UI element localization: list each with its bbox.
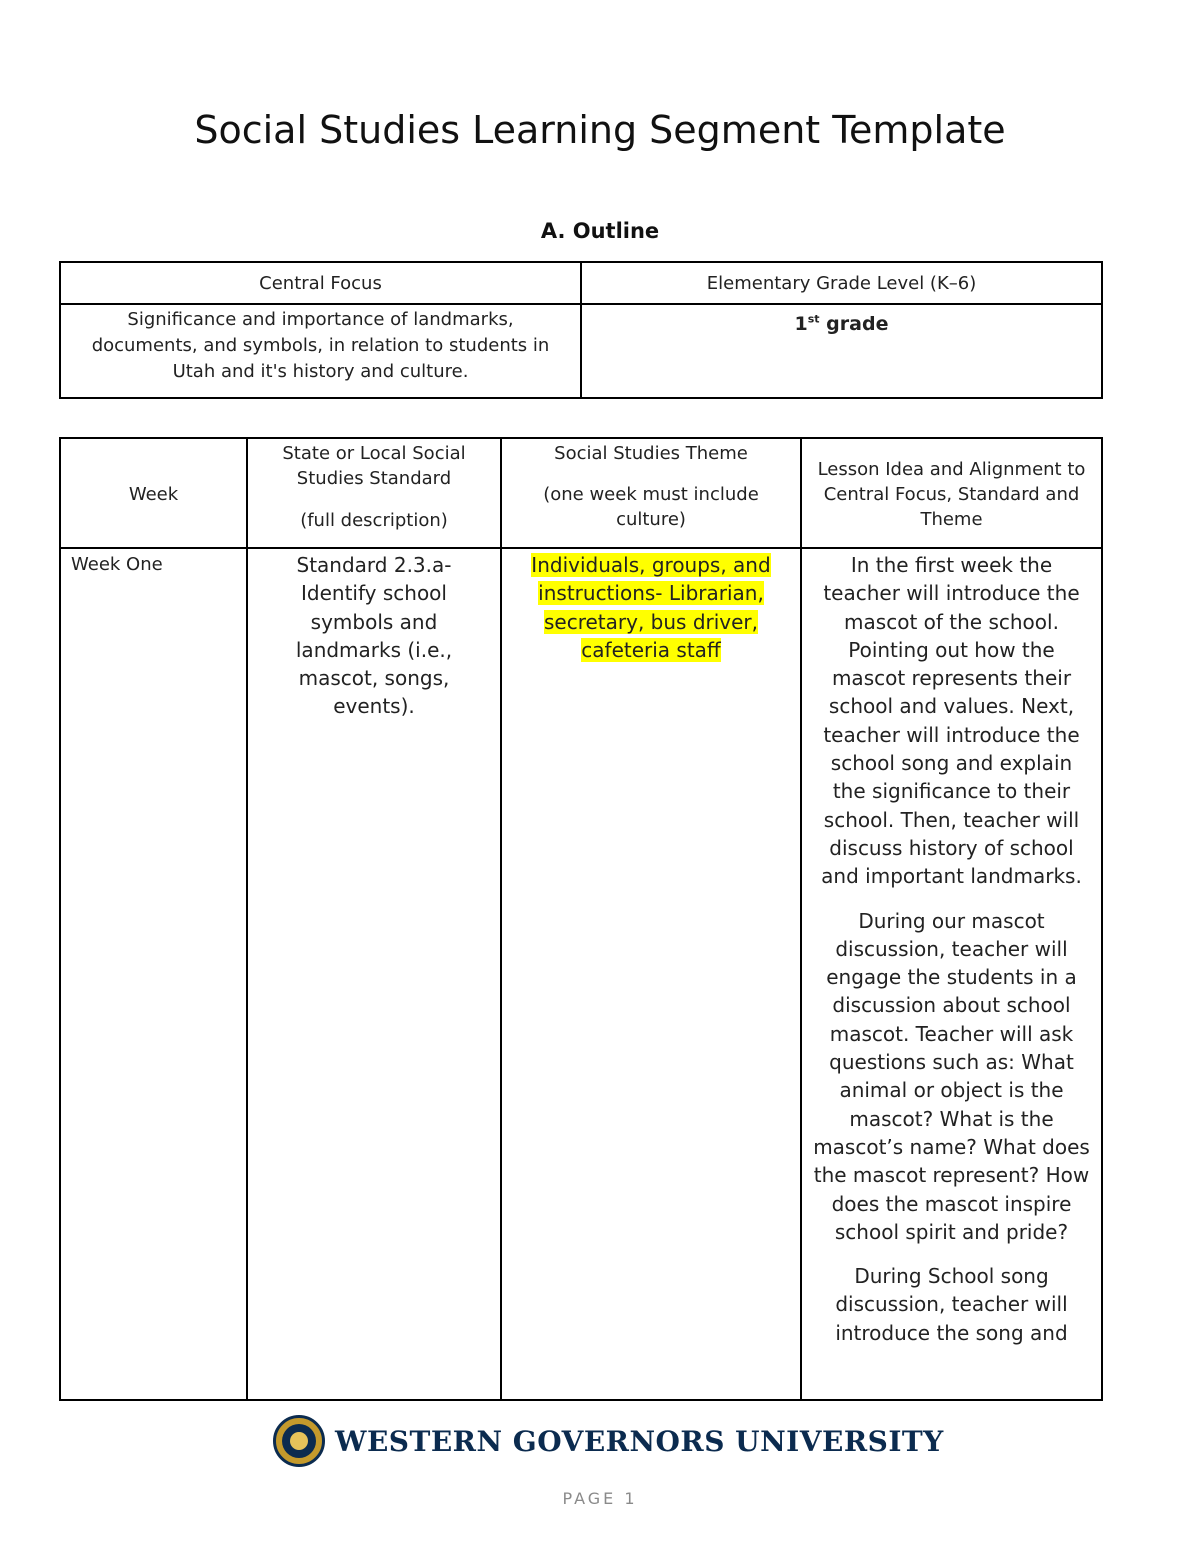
header-lesson xyxy=(801,438,1102,548)
header-standard-line2: (full description) xyxy=(300,510,448,531)
wgu-logo xyxy=(273,1415,944,1467)
header-grade-level: Elementary Grade Level (K–6) xyxy=(581,262,1102,304)
document-title: Social Studies Learning Segment Template xyxy=(194,108,1006,152)
grade-number: 1 xyxy=(794,313,808,336)
header-standard-line1: State or Local Social Studies Standard xyxy=(282,443,466,489)
week-cell: Week One xyxy=(60,548,247,1400)
page-number: PAGE 1 xyxy=(562,1489,638,1508)
header-theme-line2: (one week must include culture) xyxy=(543,484,759,530)
theme-cell xyxy=(501,548,801,1400)
wgu-seal-icon xyxy=(273,1415,325,1467)
grade-rest: grade xyxy=(819,313,889,336)
grade-level-text xyxy=(795,313,889,335)
standard-cell xyxy=(247,548,501,1400)
header-week: Week xyxy=(60,438,247,548)
lesson-paragraph: During our mascot discussion, teacher will engage the students in a discussion about school mascot. Teacher will ask questions such as: What animal or object is the mascot? What is the mascot’s name? What does the mascot represent? How does the mascot inspire school spirit and pride? xyxy=(813,908,1090,1244)
lesson-paragraph: During School song discussion, teacher will introduce the song and xyxy=(835,1264,1068,1345)
lesson-paragraph: In the first week the teacher will introduce the mascot of the school. Pointing out how the mascot represents their school and values. Next, teacher will introduce the school song and explain the significance to their school. Then, teacher will discuss history of school and important landmarks. xyxy=(821,553,1082,889)
grade-level-cell xyxy=(581,304,1102,398)
wgu-wordmark: WESTERN GOVERNORS UNIVERSITY xyxy=(335,1424,944,1458)
standard-text: Standard 2.3.a- Identify school symbols and landmarks (i.e., mascot, songs, events). xyxy=(295,553,453,719)
header-theme-line1: Social Studies Theme xyxy=(554,443,748,464)
lesson-cell xyxy=(801,548,1102,1400)
header-lesson-text: Lesson Idea and Alignment to Central Focus, Standard and Theme xyxy=(817,458,1086,530)
section-heading: A. Outline xyxy=(540,219,660,243)
header-central-focus: Central Focus xyxy=(60,262,581,304)
theme-highlighted-text: Individuals, groups, and instructions- Librarian, secretary, bus driver, cafeteria staff xyxy=(531,553,771,662)
table-row xyxy=(60,548,1102,1400)
outline-table xyxy=(59,261,1103,399)
header-standard xyxy=(247,438,501,548)
header-theme xyxy=(501,438,801,548)
central-focus-text: Significance and importance of landmarks, documents, and symbols, in relation to students in Utah and it's history and culture. xyxy=(91,309,550,382)
learning-segment-table xyxy=(59,437,1103,1401)
grade-suffix: st xyxy=(807,313,820,326)
central-focus-cell xyxy=(60,304,581,398)
